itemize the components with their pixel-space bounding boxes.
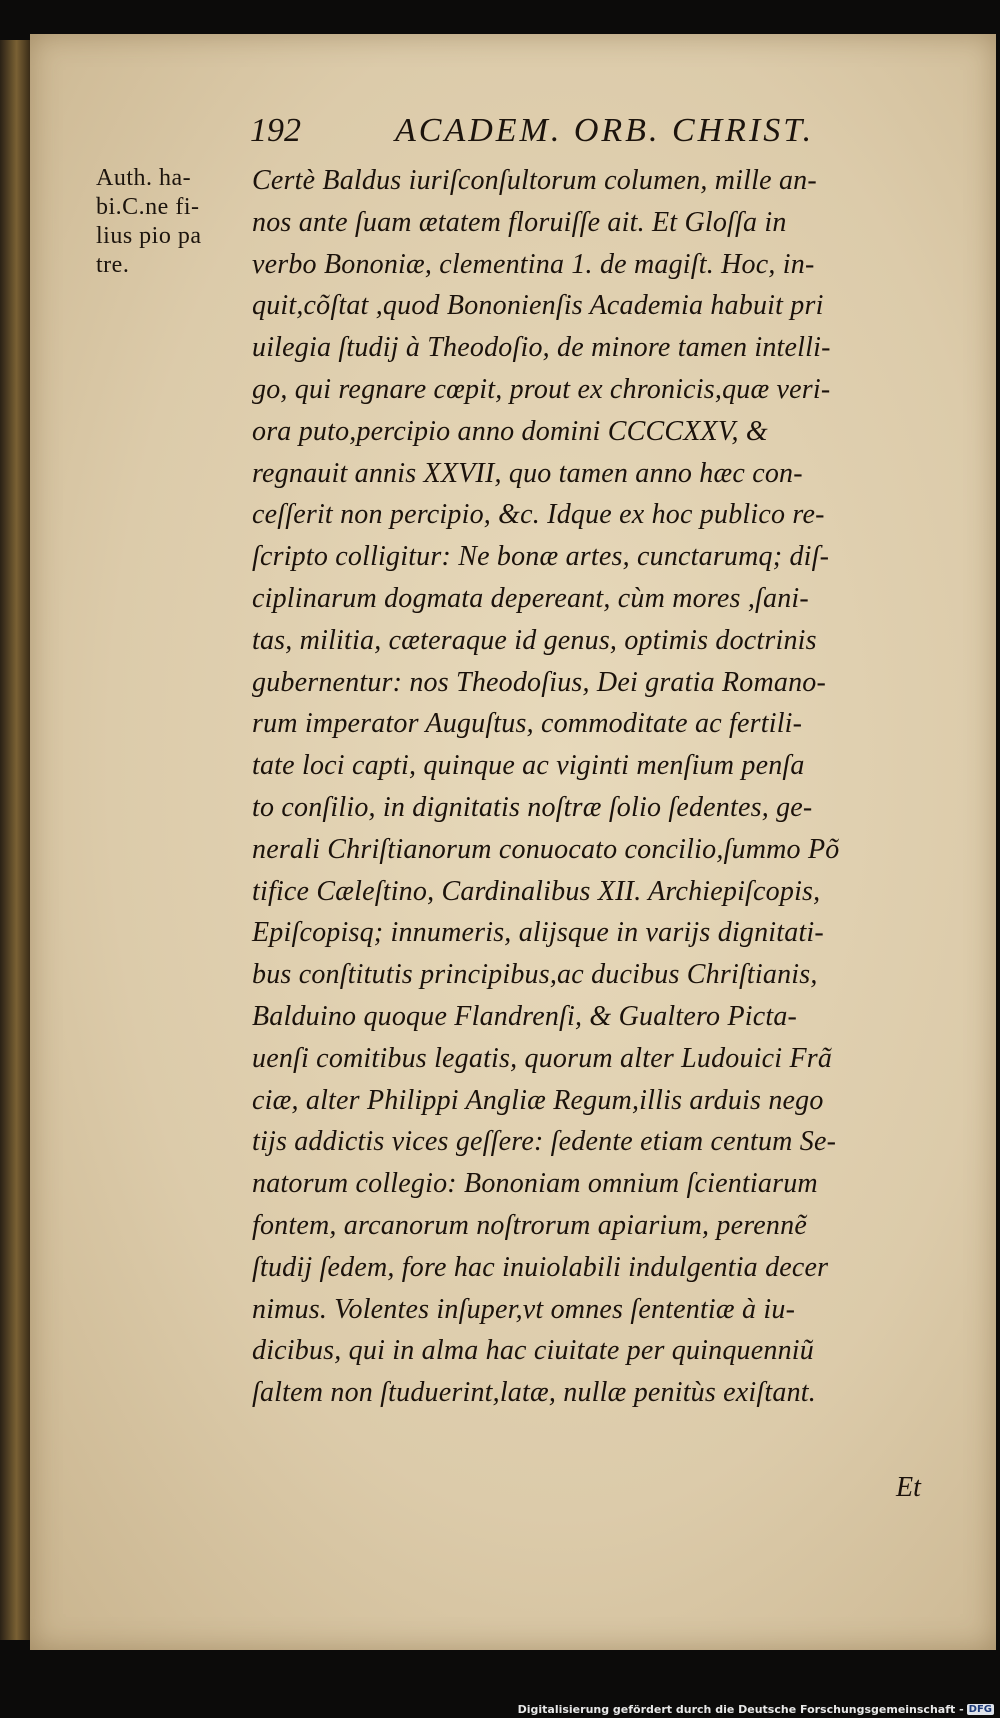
text-line: ceſſerit non percipio, &c. Idque ex hoc publico re-: [252, 499, 825, 531]
text-line: ciæ, alter Philippi Angliæ Regum,illis arduis nego: [252, 1084, 824, 1116]
marginal-note-line: tre.: [96, 252, 130, 278]
text-line: tas, militia, cæteraque id genus, optimis doctrinis: [252, 624, 817, 656]
credit-text: Digitalisierung gefördert durch die Deutsche Forschungsgemeinschaft -: [517, 1703, 964, 1716]
book-cover-edge: [0, 40, 30, 1640]
marginal-note-line: lius pio pa: [96, 223, 202, 249]
text-line: fontem, arcanorum noſtrorum apiarium, perennẽ: [252, 1209, 807, 1241]
text-line: Certè Baldus iuriſconſultorum columen, mille an-: [252, 165, 817, 196]
text-line: bus conſtitutis principibus,ac ducibus Chriſtianis,: [252, 959, 818, 991]
text-line: dicibus, qui in alma hac ciuitate per quinquenniũ: [252, 1335, 814, 1367]
text-line: tifice Cæleſtino, Cardinalibus XII. Archiepiſcopis,: [252, 875, 821, 907]
text-line: ſaltem non ſtuduerint,latæ, nullæ penitùs exiſtant.: [252, 1377, 816, 1409]
text-line: natorum collegio: Bononiam omnium ſcientiarum: [252, 1168, 818, 1200]
text-line: nimus. Volentes inſuper,vt omnes ſententiæ à iu-: [252, 1293, 796, 1325]
text-line: tijs addictis vices geſſere: ſedente etiam centum Se-: [252, 1126, 837, 1158]
text-line: go, qui regnare cœpit, prout ex chronicis,quæ veri-: [252, 373, 831, 405]
text-line: verbo Bononiæ, clementina 1. de magiſt. Hoc, in-: [252, 248, 815, 280]
page-number: 192: [250, 112, 301, 149]
text-line: gubernentur: nos Theodoſius, Dei gratia Romano-: [252, 666, 827, 698]
text-line: Balduino quoque Flandrenſi, & Gualtero Picta-: [252, 1000, 798, 1032]
running-title: ACADEM. ORB. CHRIST.: [395, 112, 815, 149]
dfg-logo: DFG: [968, 1704, 992, 1715]
catchword: Et: [896, 1472, 921, 1503]
text-line: to conſilio, in dignitatis noſtræ ſolio ſedentes, ge-: [252, 791, 813, 823]
text-line: ſtudij ſedem, fore hac inuiolabili indulgentia decer: [252, 1251, 829, 1283]
text-line: nerali Chriſtianorum conuocato concilio,ſummo Põ: [252, 833, 840, 865]
text-line: ora puto,percipio anno domini CCCCXXV, &: [252, 415, 768, 447]
marginal-note: [96, 164, 244, 280]
marginal-note-line: Auth. ha-: [96, 165, 192, 191]
text-line: tate loci capti, quinque ac viginti menſium penſa: [252, 750, 805, 782]
text-line: rum imperator Auguſtus, commoditate ac fertili-: [252, 708, 803, 740]
text-line: uenſi comitibus legatis, quorum alter Ludouici Frã: [252, 1042, 833, 1074]
text-line: regnauit annis XXVII, quo tamen anno hæc con-: [252, 457, 803, 489]
body-text: [252, 160, 942, 1414]
digitization-credit: [518, 1703, 994, 1716]
text-line: nos ante ſuam ætatem floruiſſe ait. Et Gloſſa in: [252, 206, 787, 238]
marginal-note-line: bi.C.ne fi-: [96, 194, 200, 220]
text-line: Epiſcopisq; innumeris, alijsque in varijs dignitati-: [252, 917, 824, 949]
page-header: [250, 112, 870, 160]
text-line: ciplinarum dogmata depereant, cùm mores ,ſani-: [252, 582, 809, 614]
text-line: uilegia ſtudij à Theodoſio, de minore tamen intelli-: [252, 332, 831, 364]
text-line: ſcripto colligitur: Ne bonæ artes, cunctarumq; diſ-: [252, 541, 830, 573]
text-line: quit,cõſtat ,quod Bononienſis Academia habuit pri: [252, 290, 824, 322]
